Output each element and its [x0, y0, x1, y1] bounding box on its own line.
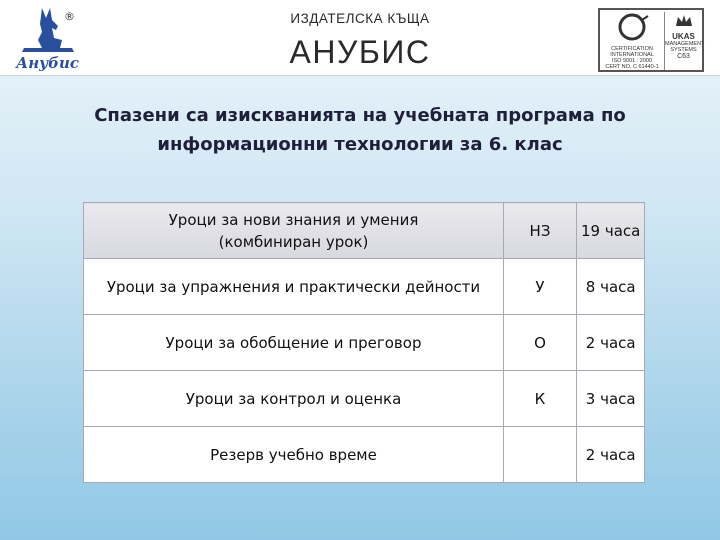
lesson-hours-cell: 2 часа — [577, 427, 645, 483]
cert-line-2: INTERNATIONAL — [610, 52, 654, 58]
crown-icon — [674, 12, 694, 28]
cert-line-4: CERT NO. C 61440-1 — [605, 64, 659, 70]
lesson-type-cell — [84, 203, 504, 259]
lesson-code-cell: У — [504, 259, 577, 315]
lesson-type-line-2: (комбиниран урок) — [218, 232, 369, 251]
table-row — [84, 427, 645, 483]
certification-ring-icon — [612, 12, 652, 42]
publisher-subtitle: ИЗДАТЕЛСКА КЪЩА — [290, 11, 430, 26]
ukas-label: UKAS — [672, 32, 695, 41]
lesson-code-cell: НЗ — [504, 203, 577, 259]
lesson-type-cell: Уроци за упражнения и практически дейности — [84, 259, 504, 315]
lesson-code-cell — [504, 427, 577, 483]
table-row — [84, 315, 645, 371]
cert-line-3: ISO 9001 : 2000 — [611, 58, 653, 64]
table-row — [84, 371, 645, 427]
lesson-type-cell: Резерв учебно време — [84, 427, 504, 483]
lesson-hours-cell: 19 часа — [577, 203, 645, 259]
lesson-hours-table — [83, 202, 645, 483]
title-line-2: информационни технологии за 6. клас — [157, 134, 563, 155]
slide-title — [30, 101, 690, 159]
cert-line-1: CERTIFICATION — [611, 46, 653, 52]
certification-international — [603, 12, 661, 70]
lesson-hours-cell: 2 часа — [577, 315, 645, 371]
registered-mark: ® — [64, 10, 75, 23]
lesson-type-cell: Уроци за обобщение и преговор — [84, 315, 504, 371]
table-row — [84, 259, 645, 315]
cert-code: C63 — [677, 53, 690, 60]
publisher-name: АНУБИС — [289, 34, 431, 70]
lesson-type-cell: Уроци за контрол и оценка — [84, 371, 504, 427]
logo-text: Анубис — [16, 54, 79, 72]
lesson-hours-cell: 3 часа — [577, 371, 645, 427]
lesson-hours-cell: 8 часа — [577, 259, 645, 315]
table-row — [84, 203, 645, 259]
lesson-code-cell: О — [504, 315, 577, 371]
certification-badge — [598, 8, 704, 72]
header-bar — [0, 0, 720, 76]
lesson-code-cell: К — [504, 371, 577, 427]
title-line-1: Спазени са изискванията на учебната програма по — [94, 105, 626, 126]
ukas-sub: MANAGEMENT SYSTEMS — [665, 41, 705, 53]
lesson-type-line-1: Уроци за нови знания и умения — [168, 210, 419, 229]
ukas-mark — [664, 12, 705, 70]
